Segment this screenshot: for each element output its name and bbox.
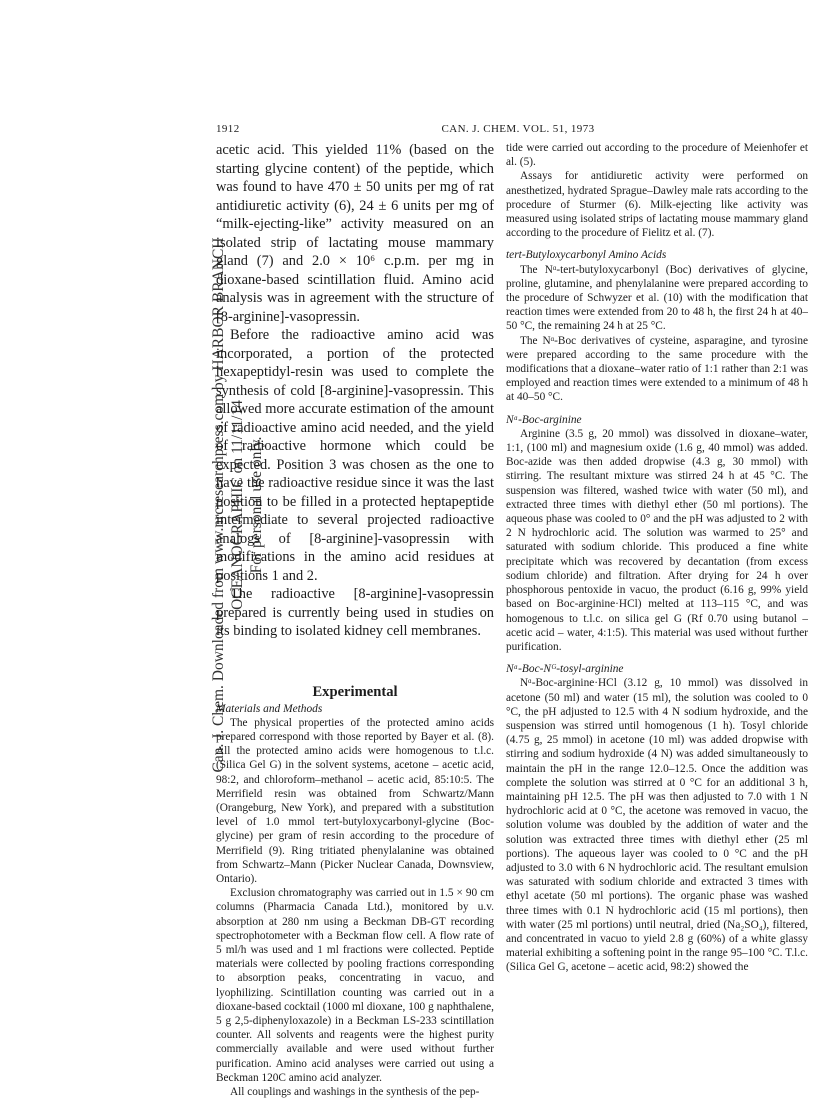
subheading-boc-amino-acids: tert-Butyloxycarbonyl Amino Acids bbox=[506, 249, 667, 262]
subheading-boc-arginine: Nᵅ-Boc-arginine bbox=[506, 413, 582, 426]
right-paragraph-6: Nᵅ-Boc-arginine·HCl (3.12 g, 10 mmol) was dissolved in acetone (50 ml) and water (15 ml), the solution was cooled to 0 °C, the pH adjusted to 12.5 with 4 N sodium hydroxide, and the suspension was stirred until homogenous (1 h). Tosyl chloride (4.75 g, 25 mmol) in acetone (10 ml) was added dropwise with stirring and sodium hydroxide (4 N) was added simultaneously to maintain the pH in the range 12.0–12.5. Once the addition was complete the solution was stirred at 0 °C for an additional 3 h, maintaining pH 12.5. The pH was then adjusted to 7.0 with 1 N hydrochloric acid at 0 °C, the acetone was removed in vacuo, the solution volume was doubled by the addition of water and the solution was extracted three times with diethyl ether (25 ml portions). The aqueous layer was cooled to 0 °C and the pH adjusted to 3.0 with 6 N hydrochloric acid. The resultant emulsion was saturated with sodium chloride and extracted 3 times with ethyl acetate (50 ml portions). The organic phase was washed three times with 0.1 N hydrochloric acid (15 ml portions), then with water (25 ml portions) until neutral, dried (Na₂SO₄), filtered, and concentrated in vacuo to yield 2.8 g (60%) of a white glassy material exhibiting a softening point in the range 95–100 °C. T.l.c. (Silica Gel G, acetone – acetic acid, 98:2) showed the bbox=[506, 677, 808, 974]
left-paragraph-6: All couplings and washings in the synthesis of the pep- bbox=[230, 1085, 480, 1098]
left-column bbox=[216, 141, 494, 1099]
left-paragraph-3: The radioactive [8-arginine]-vasopressin prepared is currently being used in studies on its binding to isolated kidney cell membranes. bbox=[216, 586, 494, 639]
section-heading-experimental: Experimental bbox=[312, 683, 398, 700]
watermark-line-1: Can. J. Chem. Downloaded from www.nrcresearchpress.com by HARBOR BRANCH OCEANOGRAPHIC on 11/11/14 bbox=[210, 237, 246, 773]
subheading-materials-methods: Materials and Methods bbox=[216, 702, 323, 715]
left-paragraph-4: The physical properties of the protected amino acids prepared correspond with those reported by Bayer et al. (8). All the protected amino acids were homogenous to t.l.c. (Silica Gel G) in the solvent systems, acetone – acetic acid, 98:2, and chloroform–methanol – acetic acid, 85:10:5. The Merrifield resin was obtained from Schwartz/Mann (Orangeburg, New York), and prepared with a substitution level of 1.0 mmol tert-butyloxycarbonyl-glycine (Boc-glycine) per gram of resin according to the procedure of Merrifield (9). Ring tritiated phenylalanine was obtained from Schwartz–Mann (Picker Nuclear Canada, Downsview, Ontario). bbox=[216, 716, 494, 885]
left-paragraph-2: Before the radioactive amino acid was incorporated, a portion of the protected hexapeptidyl-resin was used to complete the synthesis of cold [8-arginine]-vasopressin. This allowed more accurate estimation of the amount of radioactive amino acid needed, and the yield of radioactive hormone which could be expected. Position 3 was chosen as the one to have the radioactive residue since it was the last position to be filled in a protected heptapeptide intermediate to several projected radioactive analogs of [8-arginine]-vasopressin with modifications in the amino acid residues at positions 1 and 2. bbox=[216, 327, 494, 584]
right-paragraph-1: tide were carried out according to the procedure of Meienhofer et al. (5). bbox=[506, 142, 808, 169]
left-paragraph-1: acetic acid. This yielded 11% (based on the starting glycine content) of the peptide, which was found to have 470 ± 50 units per mg of rat antidiuretic activity (6), 24 ± 6 units per mg of “milk-ejecting-like” activity measured on an isolated strip of lactating mouse mammary gland (7) and 2.0 × 10⁶ c.p.m. per mg in dioxane-based scintillation fluid. Amino acid analysis was in agreement with the structure of [8-arginine]-vasopressin. bbox=[216, 142, 494, 325]
running-title: CAN. J. CHEM. VOL. 51, 1973 bbox=[441, 123, 595, 135]
right-paragraph-5: Arginine (3.5 g, 20 mmol) was dissolved in dioxane–water, 1:1, (100 ml) and magnesium oxide (1.6 g, 40 mmol) was added. Boc-azide was then added dropwise (4.3 g, 30 mmol) with stirring. The resultant mixture was stirred 24 h at 45 °C. The suspension was filtered, washed twice with water (50 ml), and extracted three times with diethyl ether (50 ml portions). The aqueous phase was cooled to 0° and the pH was adjusted to 2 with 2 N hydrochloric acid. The solution was warmed to 25° and saturated with sodium chloride. This produced a fine white precipitate which was recovered by decantation (from excess sodium chloride) and filtration. After drying for 24 h over phosphorous pentoxide in vacuo, the product (6.16 g, 99% yield based on Boc-arginine·HCl) melted at 113–115 °C, and was homogenous to t.l.c. on silica gel G (Rf 0.70 using butanol – acetic acid – water, 4:1:5). This material was used without further purification. bbox=[506, 427, 808, 653]
watermark-line-2: For personal use only. bbox=[248, 436, 265, 574]
subheading-boc-tosyl-arginine: Nᵅ-Boc-Nᴳ-tosyl-arginine bbox=[506, 663, 624, 676]
right-column bbox=[506, 141, 808, 975]
page-header bbox=[216, 123, 813, 137]
right-paragraph-2: Assays for antidiuretic activity were performed on anesthetized, hydrated Sprague–Dawley male rats according to the procedure of Sturmer (6). Milk-ejecting like activity was measured using isolated strips of lactating mouse mammary gland according to the procedure of Fielitz et al. (7). bbox=[506, 170, 808, 240]
page-number: 1912 bbox=[216, 123, 240, 135]
left-paragraph-5: Exclusion chromatography was carried out in 1.5 × 90 cm columns (Pharmacia Canada Ltd.), monitored by u.v. absorption at 280 nm using a Beckman DB-GT recording spectrophotometer with a Beckman flow cell. A flow rate of 5 ml/h was used and 1 ml fractions were collected. Peptide materials were collected by pooling fractions corresponding to absorption peaks, concentrating in vacuo, and lyophilizing. Scintillation counting was carried out in a dioxane-based cocktail (1000 ml dioxane, 100 g naphthalene, 5 g 2,5-diphenyloxazole) in a Beckman LS-233 scintillation counter. All solvents and reagents were the highest purity commercially available and were used without further purification. Amino acid analyses were carried out using a Beckman 120C amino acid analyzer. bbox=[216, 887, 494, 1084]
right-paragraph-4: The Nᵅ-Boc derivatives of cysteine, asparagine, and tyrosine were prepared according to the same procedure with the modifications that a dioxane–water ratio of 1:1 rather than 2:1 was employed and reaction times were extended to a minimum of 48 h at 40–50 °C. bbox=[506, 334, 808, 404]
right-paragraph-3: The Nᵅ-tert-butyloxycarbonyl (Boc) derivatives of glycine, proline, glutamine, and phenylalanine were prepared according to the procedure of Schwyzer et al. (10) with the modification that reaction times were extended from 20 to 48 h, the first 24 h at 40–50 °C, the remaining 24 h at 25 °C. bbox=[506, 263, 808, 333]
